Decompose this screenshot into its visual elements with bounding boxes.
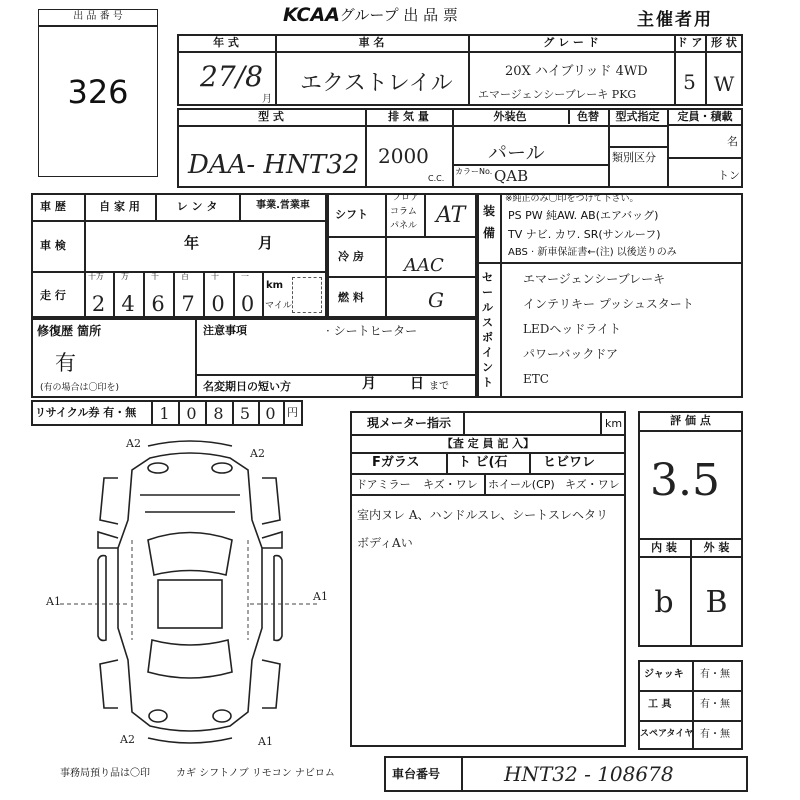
exterior-grade: B	[705, 585, 728, 620]
recycle-digit-1: 1	[159, 404, 170, 423]
deadline-day: 日	[410, 376, 424, 392]
color-value: パール	[488, 142, 545, 164]
digit-unit-10: 十	[211, 272, 219, 281]
history-label: 車 歴	[40, 200, 66, 213]
evaluation-label: 評 価 点	[670, 414, 711, 427]
repair-note: (有の場合は〇印を)	[40, 383, 120, 393]
model-label: 型 式	[258, 110, 284, 123]
sales-points-label: セールスポイント	[482, 271, 493, 389]
tools-label: 工 具	[648, 699, 672, 710]
mileage-digit-5: 0	[211, 292, 225, 316]
deadline-label: 名変期日の短い方	[203, 380, 291, 393]
inspection-month-unit: 月	[258, 234, 274, 252]
caution-value: · シートヒーター	[326, 324, 418, 338]
equipment-line3: ABS · 新車保証書←(注) 以後送りのみ	[508, 247, 677, 258]
mileage-digit-4: 7	[181, 292, 195, 316]
lot-number: 326	[67, 73, 129, 111]
wheel-label: ホイール(CP)	[488, 478, 555, 491]
glass-crack: ヒビワレ	[543, 455, 596, 470]
shift-option-floor: フロア	[392, 193, 420, 203]
color-change-label: 色替	[577, 110, 599, 123]
front-glass-label: Fガラス	[372, 455, 420, 470]
shift-option-column: コラム	[390, 207, 417, 217]
mileage-digit-1: 2	[91, 292, 106, 316]
digit-unit-100: 百	[181, 272, 189, 281]
inspector-comment-1: 室内ヌレ A、ハンドルスレ、シートスレヘタリ	[357, 508, 609, 522]
equipment-label: 装 備	[483, 204, 496, 240]
displacement-label: 排 気 量	[388, 110, 429, 123]
car-name-value: エクストレイル	[300, 71, 453, 96]
digit-unit-1k: 千	[151, 272, 159, 281]
interior-label: 内 装	[651, 541, 677, 554]
year-month-suffix: 月	[262, 94, 272, 105]
damage-mark-left-side: A1	[46, 595, 61, 608]
shape-value: W	[713, 72, 735, 96]
tools-yes-no: 有・無	[700, 699, 730, 710]
recycle-digit-5: 0	[265, 404, 276, 423]
sales-point-3: LEDヘッドライト	[523, 322, 621, 336]
inspection-year-unit: 年	[184, 234, 200, 252]
damage-mark-rear-right: A1	[258, 735, 273, 748]
doors-value: 5	[683, 70, 696, 94]
capacity-label: 定員・積載	[677, 110, 733, 123]
grade-label: グ レ ー ド	[543, 36, 599, 49]
recycle-label: リサイクル券 有・無	[35, 406, 137, 419]
inspector-comment-2: ボディAい	[357, 536, 413, 550]
exterior-label: 外 装	[703, 541, 730, 554]
damage-mark-rear-left: A2	[120, 733, 135, 746]
evaluation-score: 3.5	[650, 455, 720, 506]
capacity-unit-persons: 名	[727, 135, 738, 148]
shift-value: AT	[436, 203, 466, 228]
recycle-yen: 円	[287, 406, 298, 419]
exterior-color-label: 外装色	[493, 110, 527, 123]
mile-label: マイル	[265, 301, 292, 311]
jack-yes-no: 有・無	[700, 669, 730, 680]
model-designation-label: 型式指定	[615, 110, 660, 123]
meter-km: km	[605, 417, 623, 430]
mileage-digit-6: 0	[240, 292, 255, 316]
car-name-label: 車 名	[358, 36, 385, 49]
damage-mark-front-left: A2	[126, 437, 141, 450]
model-value: DAA- HNT32	[188, 150, 360, 180]
recycle-digit-3: 8	[213, 404, 224, 423]
history-option-rental: レ ン タ	[176, 200, 218, 213]
deadline-month: 月	[362, 376, 376, 392]
equipment-line1: PS PW 純AW. AB(エアバッグ)	[508, 209, 659, 222]
glass-chip: ト ビ(石	[458, 455, 508, 470]
recycle-digit-2: 0	[186, 404, 197, 423]
sales-point-4: パワーバックドア	[523, 347, 619, 361]
wheel-value: キズ・ワレ	[565, 478, 620, 491]
aircon-label: 冷 房	[338, 250, 364, 263]
door-mirror-value: キズ・ワレ	[423, 478, 478, 491]
aircon-value: AAC	[404, 255, 444, 276]
sales-point-1: エマージェンシーブレーキ	[523, 272, 666, 286]
mileage-digit-3: 6	[151, 292, 165, 316]
grade-value-line2: エマージェンシーブレーキ PKG	[478, 88, 637, 101]
doors-label: ド ア	[676, 36, 703, 49]
spare-tire-label: スペアタイヤ	[640, 729, 694, 739]
km-label: km	[266, 280, 284, 291]
fuel-value: G	[428, 288, 444, 312]
lot-number-label: 出 品 番 号	[73, 11, 123, 22]
equipment-note: ※純正のみ〇印をつけて下さい。	[505, 194, 639, 204]
shape-label: 形 状	[711, 36, 737, 49]
digit-unit-100k: 十万	[88, 272, 104, 281]
sales-point-2: インテリキー プッシュスタート	[523, 297, 694, 311]
history-option-business: 事業.営業車	[256, 200, 310, 211]
equipment-line2: TV ナビ. カワ. SR(サンルーフ)	[508, 228, 661, 241]
capacity-unit-ton: トン	[718, 169, 740, 182]
sheet-title: .グループ 出 品 票	[335, 6, 458, 24]
office-note: 事務局預り品は〇印	[60, 768, 150, 779]
repair-label: 修復歴 箇所	[37, 324, 102, 338]
chassis-label: 車台番号	[392, 767, 441, 781]
color-no-value: QAB	[494, 167, 529, 185]
shift-label: シフト	[335, 208, 368, 221]
history-option-private: 自 家 用	[99, 200, 140, 213]
color-no-label: カラーNo.	[455, 167, 493, 176]
year-value: 27/8	[200, 60, 263, 93]
meter-label: 現メーター指示	[367, 416, 452, 430]
logo: KCAA	[283, 4, 340, 26]
interior-grade: b	[654, 585, 674, 620]
damage-mark-front-right: A2	[250, 447, 265, 460]
digit-unit-1: 一	[241, 272, 249, 281]
shift-option-panel: パネル	[390, 221, 418, 231]
cc-label: C.C.	[428, 174, 445, 183]
spare-yes-no: 有・無	[700, 729, 730, 740]
chassis-value: HNT32 - 108678	[504, 762, 674, 786]
jack-label: ジャッキ	[644, 669, 684, 680]
door-mirror-label: ドアミラー	[356, 478, 411, 491]
year-label: 年 式	[213, 36, 239, 49]
mileage-digit-2: 4	[121, 292, 135, 316]
fuel-label: 燃 料	[338, 291, 364, 304]
mileage-label: 走 行	[40, 289, 66, 302]
grade-value-line1: 20X ハイブリッド 4WD	[505, 64, 648, 79]
organizer-label: 主催者用	[637, 10, 713, 30]
damage-mark-right-side: A1	[313, 590, 328, 603]
caution-label: 注意事項	[203, 324, 247, 337]
recycle-digit-4: 5	[239, 404, 251, 423]
office-items: カギ シフトノブ リモコン ナビロム	[176, 768, 335, 779]
sales-point-5: ETC	[523, 372, 549, 386]
repair-value: 有	[55, 351, 76, 375]
digit-unit-10k: 万	[121, 272, 129, 281]
inspection-label: 車 検	[40, 239, 66, 252]
deadline-until: まで	[429, 381, 449, 392]
category-label: 類別区分	[612, 151, 656, 164]
displacement-value: 2000	[378, 144, 429, 168]
inspector-entry-label: 【査 定 員 記 入】	[441, 437, 535, 450]
